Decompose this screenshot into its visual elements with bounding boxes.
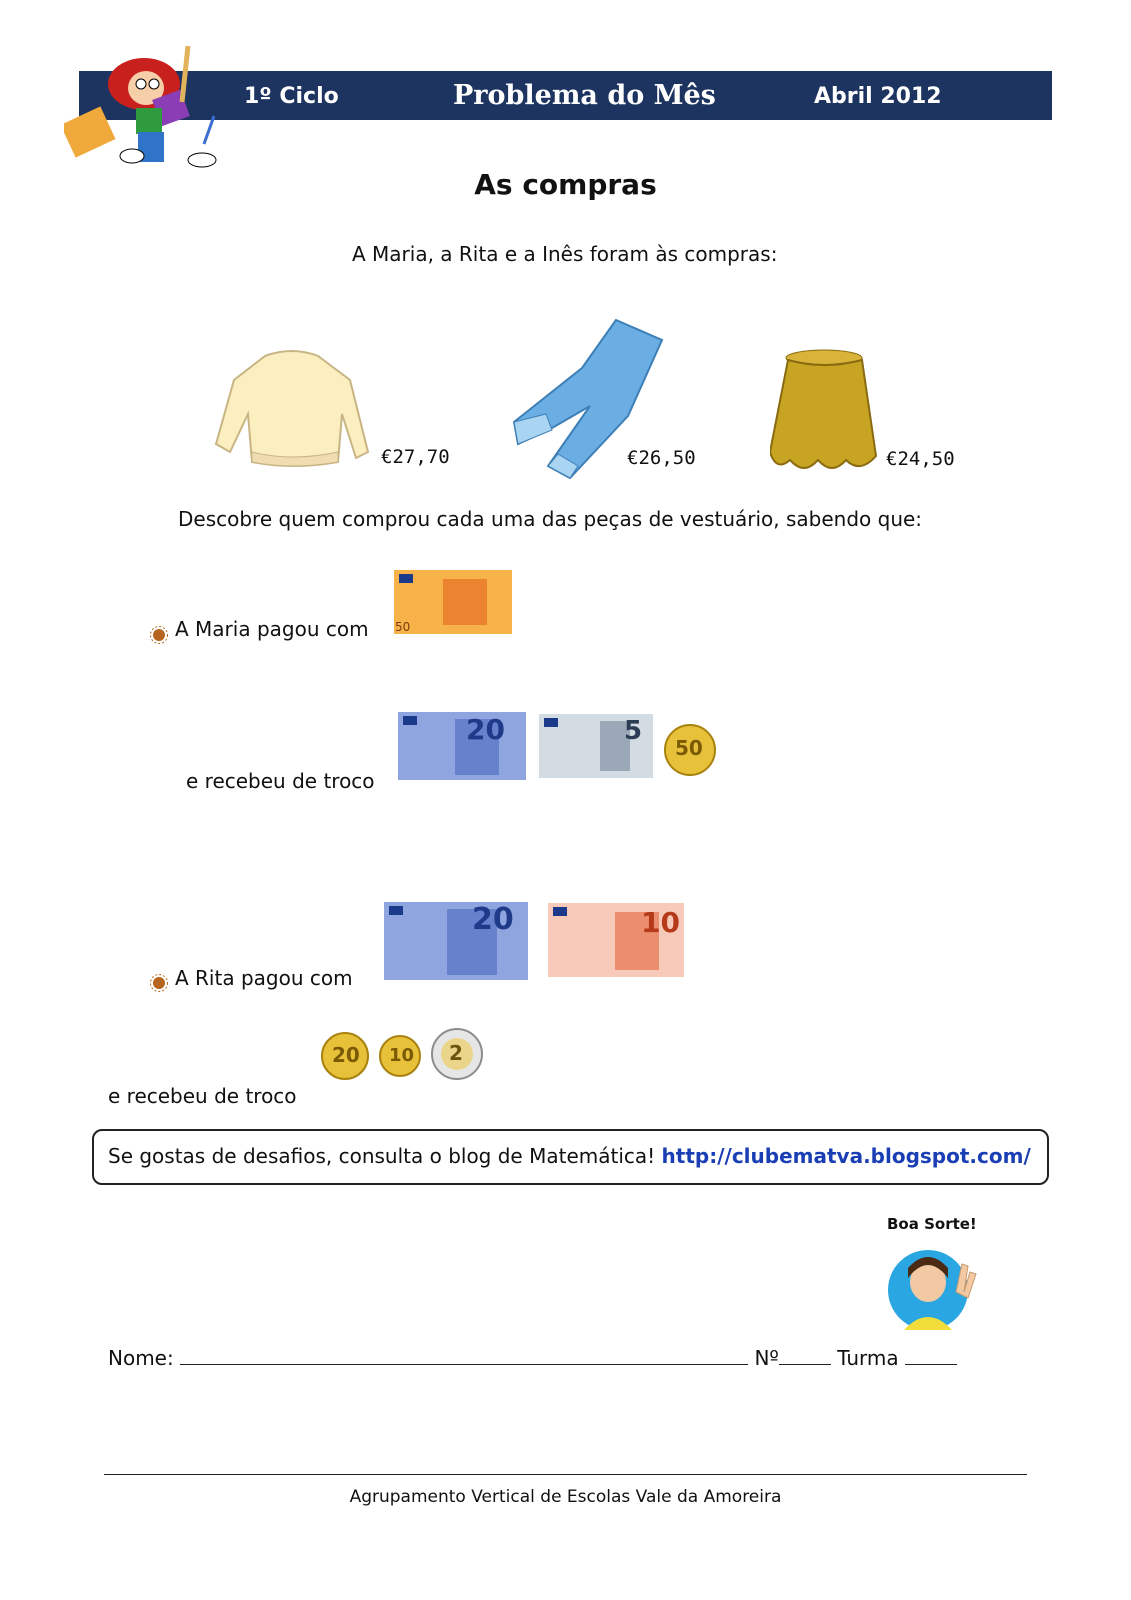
class-label: Turma xyxy=(837,1346,899,1370)
maria-paid-note-50-value: 50 xyxy=(395,620,411,634)
bullet-icon xyxy=(150,626,168,644)
maria-change-note-20-value: 20 xyxy=(466,713,505,746)
blog-text: Se gostas de desafios, consulta o blog de Matemática! xyxy=(108,1144,656,1168)
maria-paid-note-50 xyxy=(393,569,513,635)
cycle-label: 1º Ciclo xyxy=(244,84,339,109)
sweater-icon xyxy=(210,344,375,472)
page-title: As compras xyxy=(474,168,657,201)
rita-paid-note-10-value: 10 xyxy=(641,906,680,939)
good-luck-text: Boa Sorte! xyxy=(887,1215,977,1233)
skirt-icon xyxy=(770,348,880,476)
rita-paid-label: A Rita pagou com xyxy=(175,966,353,990)
maria-change-note-20 xyxy=(397,711,527,781)
form-line xyxy=(108,1346,957,1370)
header-date: Abril 2012 xyxy=(814,84,942,109)
class-field[interactable] xyxy=(905,1363,957,1365)
bullet-icon xyxy=(150,974,168,992)
student-mascot-icon xyxy=(64,36,234,176)
header-title: Problema do Mês xyxy=(453,80,716,111)
rita-change-label: e recebeu de troco xyxy=(108,1084,297,1108)
intro-text: A Maria, a Rita e a Inês foram às compras: xyxy=(352,242,778,266)
girl-waving-icon xyxy=(884,1242,980,1334)
blog-link[interactable]: http://clubematva.blogspot.com/ xyxy=(661,1144,1031,1168)
rita-paid-note-20-value: 20 xyxy=(472,902,514,937)
footer-divider xyxy=(104,1474,1027,1475)
name-label: Nome: xyxy=(108,1346,174,1370)
question-text: Descobre quem comprou cada uma das peças de vestuário, sabendo que: xyxy=(178,507,923,531)
name-field[interactable] xyxy=(180,1363,748,1365)
rita-change-coin-2-value: 2 xyxy=(449,1041,463,1065)
rita-change-coin-10-value: 10 xyxy=(389,1045,415,1066)
number-label: Nº xyxy=(754,1346,779,1370)
maria-change-label: e recebeu de troco xyxy=(186,769,375,793)
jeans-price: €26,50 xyxy=(627,447,696,469)
rita-change-coin-20-value: 20 xyxy=(332,1043,360,1067)
footer-text: Agrupamento Vertical de Escolas Vale da Amoreira xyxy=(349,1487,782,1507)
maria-change-note-5-value: 5 xyxy=(624,716,643,746)
sweater-price: €27,70 xyxy=(381,446,450,468)
skirt-price: €24,50 xyxy=(886,448,955,470)
maria-paid-label: A Maria pagou com xyxy=(175,617,369,641)
blog-line xyxy=(108,1144,1031,1168)
number-field[interactable] xyxy=(779,1363,831,1365)
maria-change-coin-50-value: 50 xyxy=(675,736,703,760)
